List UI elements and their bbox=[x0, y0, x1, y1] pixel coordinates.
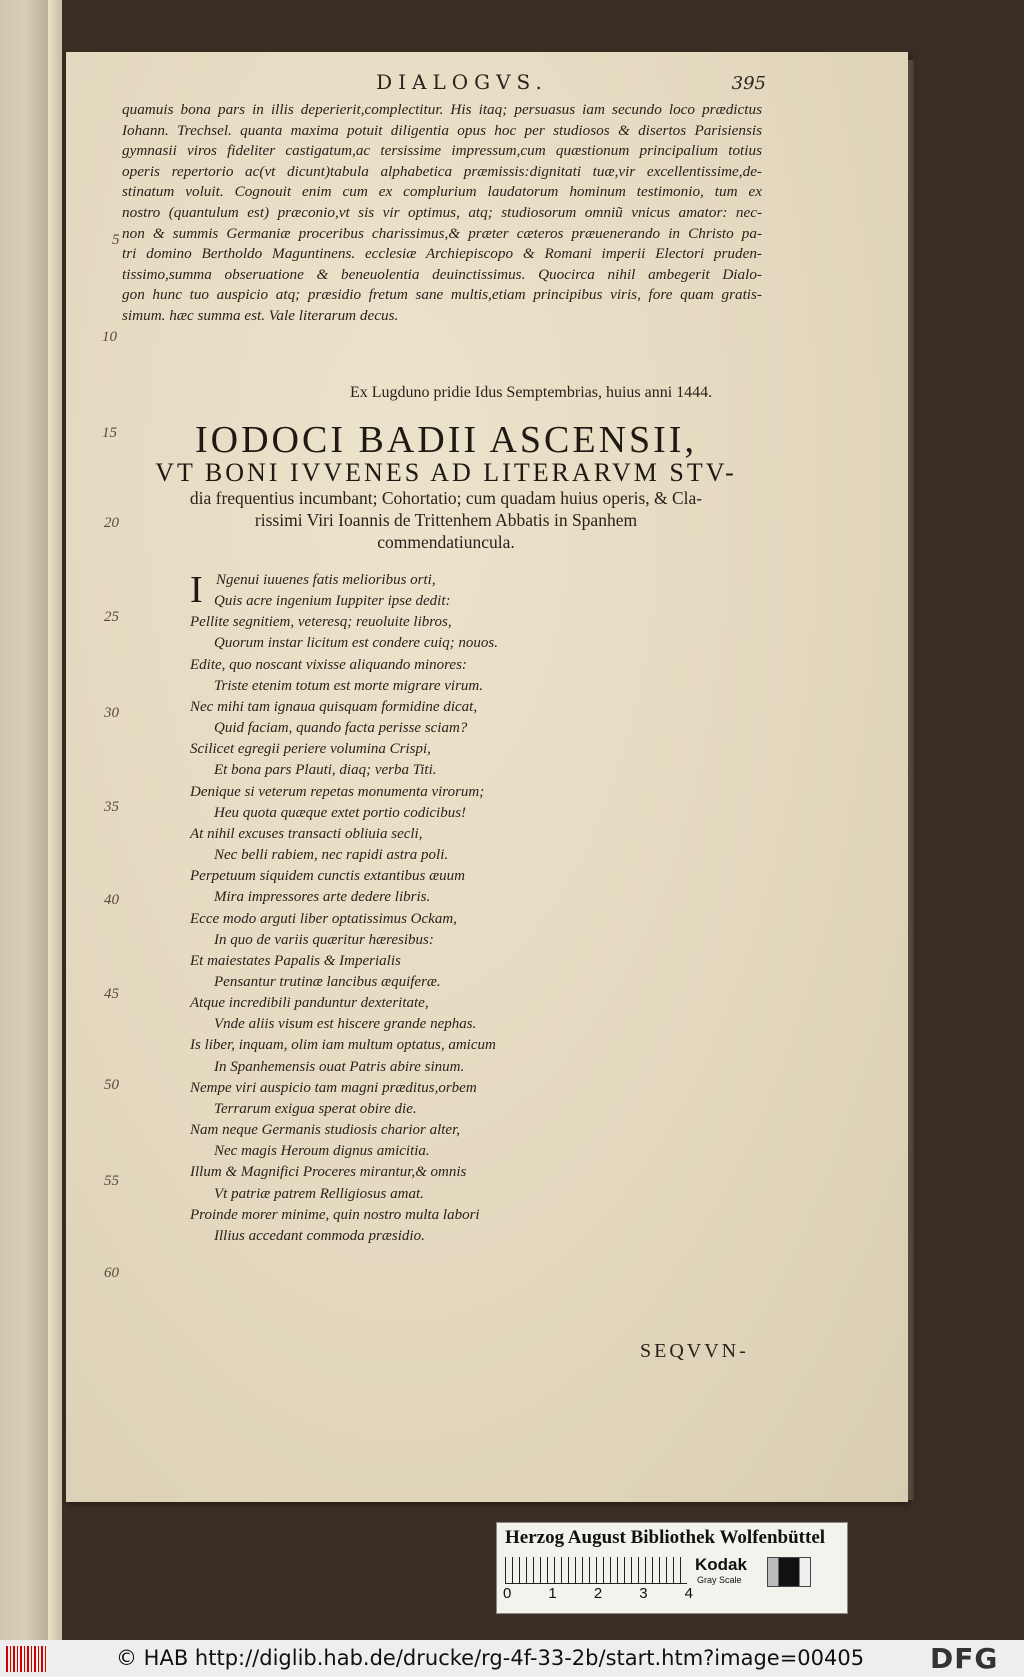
verse: Mira impressores arte dedere libris. bbox=[214, 889, 431, 906]
prose-line: stinatum voluit. Cognouit enim cum ex complurium laudatorum hominum testimonio, tum ex bbox=[122, 183, 762, 201]
verse: Nempe viri auspicio tam magni præditus,orbem bbox=[190, 1079, 477, 1096]
verse: Quorum instar licitum est condere cuiq; nouos. bbox=[214, 635, 498, 652]
title-description bbox=[132, 487, 760, 553]
ruler-number: 2 bbox=[593, 1585, 603, 1602]
ruler-number: 0 bbox=[503, 1585, 512, 1602]
dfg-logo: DFG bbox=[930, 1642, 999, 1675]
verse: Ecce modo arguti liber optatissimus Ockam, bbox=[190, 910, 457, 927]
page-number: 395 bbox=[731, 73, 766, 94]
catchword: SEQVVN- bbox=[640, 1340, 749, 1362]
prose-line: operis repertorio ac(vt dicunt)tabula alphabetica præmissis:dignitati tuæ,vir excellentissime,de- bbox=[122, 162, 762, 180]
gray-scale-swatch bbox=[767, 1557, 811, 1587]
prose-line: quamuis bona pars in illis deperierit,complectitur. His itaq; persuasus iam secundo loco prædictus bbox=[122, 101, 762, 118]
line-number: 40 bbox=[104, 892, 119, 908]
line-number: 55 bbox=[104, 1173, 119, 1189]
verse: Triste etenim totum est morte migrare virum. bbox=[214, 677, 484, 694]
verse: Scilicet egregii periere volumina Crispi, bbox=[190, 741, 431, 758]
prose-line: Iohann. Trechsel. quanta maxima potuit diligentia opus hoc per studiosos & disertos Parisiensis bbox=[122, 121, 762, 139]
verse: Atque incredibili panduntur dexteritate, bbox=[190, 995, 429, 1012]
line-number: 10 bbox=[102, 329, 117, 345]
scale-ruler bbox=[505, 1557, 687, 1584]
running-head: DIALOGVS. bbox=[376, 70, 548, 94]
verse: Et maiestates Papalis & Imperialis bbox=[190, 952, 401, 969]
line-number: 50 bbox=[104, 1077, 119, 1093]
footer-bar bbox=[0, 1640, 1024, 1677]
kodak-logo: Kodak bbox=[695, 1555, 747, 1574]
title-line: rissimi Viri Ioannis de Trittenhem Abbatis in Spanhem bbox=[254, 510, 638, 530]
ruler-number: 4 bbox=[684, 1585, 693, 1602]
prose-line: tri domino Bertholdo Maguntinens. ecclesiæ Archiepiscopo & Romani imperii Electori pruden- bbox=[122, 245, 762, 263]
title-line: dia frequentius incumbant; Cohortatio; cum quadam huius operis, & Cla- bbox=[189, 488, 703, 508]
left-page-edge bbox=[0, 0, 62, 1640]
prose-line: simum. hæc summa est. Vale literarum decus. bbox=[122, 306, 399, 324]
title-subtitle: VT BONI IVVENES AD LITERARVM STV- bbox=[155, 458, 737, 487]
verse: Illius accedant commoda præsidio. bbox=[214, 1227, 425, 1244]
dateline: Ex Lugduno pridie Idus Semptembrias, huius anni 1444. bbox=[350, 384, 713, 401]
line-number: 60 bbox=[104, 1265, 119, 1281]
line-number: 20 bbox=[104, 515, 119, 531]
prose-line: non & summis Germaniæ proceribus charissimus,& præter cæteros præuenerando in Christo pa- bbox=[122, 224, 762, 242]
verse: Et bona pars Plauti, diaq; verba Titi. bbox=[214, 762, 437, 779]
verse: Perpetuum siquidem cunctis extantibus æuum bbox=[190, 868, 465, 885]
ruler-number: 3 bbox=[639, 1585, 648, 1602]
verse: Vnde aliis visum est hiscere grande nephas. bbox=[214, 1016, 477, 1033]
line-number: 25 bbox=[104, 609, 119, 625]
verse: Is liber, inquam, olim iam multum optatus, amicum bbox=[190, 1037, 496, 1054]
verse: Nec belli rabiem, nec rapidi astra poli. bbox=[214, 847, 449, 864]
prose-paragraph bbox=[122, 100, 762, 327]
source-url[interactable]: © HAB http://diglib.hab.de/drucke/rg-4f-33-2b/start.htm?image=00405 bbox=[116, 1646, 865, 1670]
line-number: 35 bbox=[104, 799, 119, 815]
verse: In Spanhemensis ouat Patris abire sinum. bbox=[214, 1058, 465, 1075]
ruler-numbers bbox=[503, 1585, 693, 1602]
prose-line: gon hunc tuo auspicio atq; præsidio fretum sane multis,etiam principibus viris, fore quam gratis- bbox=[122, 286, 762, 304]
verse: Proinde morer minime, quin nostro multa labori bbox=[190, 1206, 480, 1223]
verse: Nec magis Heroum dignus amicitia. bbox=[214, 1143, 430, 1160]
verse: Ngenui iuuenes fatis melioribus orti, bbox=[216, 572, 436, 588]
title-line: commendatiuncula. bbox=[377, 532, 515, 552]
line-number: 15 bbox=[102, 425, 117, 441]
gray-scale-label: Gray Scale bbox=[697, 1575, 742, 1585]
verse: At nihil excuses transacti obliuia secli, bbox=[190, 825, 423, 842]
drop-capital: I bbox=[190, 569, 203, 611]
library-name: Herzog August Bibliothek Wolfenbüttel bbox=[505, 1527, 826, 1548]
verse: Denique si veterum repetas monumenta virorum; bbox=[190, 783, 485, 800]
verse: In quo de variis quæritur hæresibus: bbox=[214, 931, 434, 948]
verse: Pensantur trutinæ lancibus æquiferæ. bbox=[214, 973, 441, 990]
verse: Pellite segnitiem, veteresq; reuoluite libros, bbox=[190, 614, 452, 631]
prose-line: tissimo,summa obseruatione & beneuolentia deuinctissimus. Quocirca nihil ambegerit Dialo- bbox=[122, 265, 762, 283]
prose-line: gymnasii viros fideliter castigatum,ac tersissime impressum,cum quæstionum principalium totius bbox=[122, 142, 762, 160]
verse: Heu quota quæque extet portio codicibus! bbox=[214, 804, 467, 821]
poem bbox=[190, 570, 710, 1247]
line-number: 45 bbox=[104, 986, 119, 1002]
barcode-icon bbox=[6, 1646, 48, 1672]
ruler-number: 1 bbox=[548, 1585, 557, 1602]
verse: Nam neque Germanis studiosis charior alter, bbox=[190, 1122, 460, 1139]
verse: Illum & Magnifici Proceres mirantur,& omnis bbox=[190, 1164, 467, 1181]
gutter bbox=[48, 0, 62, 1640]
prose-line: nostro (quantulum est) præconio,vt sis vir optimus, atq; studiosorum omniũ vnicus amator: nec- bbox=[122, 203, 762, 221]
title-author: IODOCI BADII ASCENSII, bbox=[195, 419, 697, 461]
line-number: 30 bbox=[104, 705, 119, 721]
verse: Vt patriæ patrem Relligiosus amat. bbox=[214, 1185, 424, 1202]
library-color-target bbox=[496, 1522, 848, 1614]
verse: Nec mihi tam ignaua quisquam formidine dicat, bbox=[190, 698, 478, 715]
verse: Quid faciam, quando facta perisse sciam? bbox=[214, 720, 468, 737]
verse: Edite, quo noscant vixisse aliquando minores: bbox=[190, 656, 467, 673]
line-number: 5 bbox=[112, 232, 120, 248]
verse: Quis acre ingenium Iuppiter ipse dedit: bbox=[214, 593, 451, 610]
verse: Terrarum exigua sperat obire die. bbox=[214, 1100, 417, 1117]
